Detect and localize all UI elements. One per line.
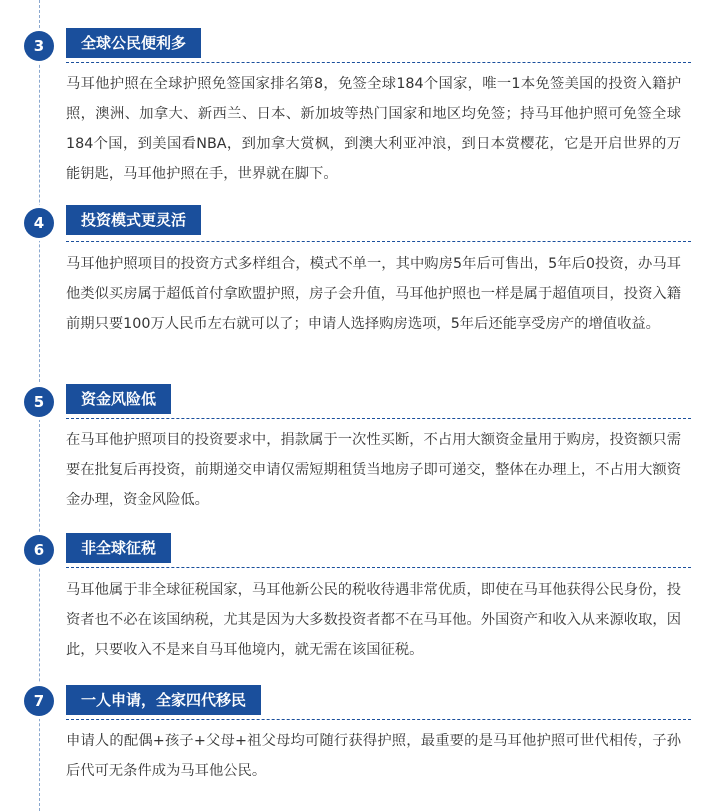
section-divider — [66, 719, 691, 720]
section-title: 投资模式更灵活 — [66, 205, 201, 235]
section-number-badge: 4 — [24, 208, 54, 238]
section-number-badge: 6 — [24, 535, 54, 565]
section-body: 在马耳他护照项目的投资要求中，捐款属于一次性买断，不占用大额资金量用于购房，投资额只需要在批复后再投资，前期递交申请仅需短期租赁当地房子即可递交，整体在办理上，不占用大额资金办理，资金风险低。 — [66, 432, 681, 508]
section-title: 资金风险低 — [66, 384, 171, 414]
section-title: 全球公民便利多 — [66, 28, 201, 58]
section-number-badge: 7 — [24, 686, 54, 716]
section-divider — [66, 418, 691, 419]
section-title: 一人申请，全家四代移民 — [66, 685, 261, 715]
section-divider — [66, 62, 691, 63]
section-number-badge: 3 — [24, 31, 54, 61]
section-number-badge: 5 — [24, 387, 54, 417]
section-body: 马耳他属于非全球征税国家，马耳他新公民的税收待遇非常优质，即使在马耳他获得公民身份，投资者也不必在该国纳税，尤其是因为大多数投资者都不在马耳他。外国资产和收入从来源收取，因此，只要收入不是来自马耳他境内，就无需在该国征税。 — [66, 582, 681, 658]
section-body: 马耳他护照项目的投资方式多样组合，模式不单一，其中购房5年后可售出，5年后0投资，办马耳他类似买房属于超低首付拿欧盟护照，房子会升值，马耳他护照也一样是属于超值项目，投资入籍前期只要100万人民币左右就可以了；申请人选择购房选项，5年后还能享受房产的增值收益。 — [66, 256, 681, 332]
section-title: 非全球征税 — [66, 533, 171, 563]
section-divider — [66, 241, 691, 242]
section-body: 马耳他护照在全球护照免签国家排名第8，免签全球184个国家，唯一1本免签美国的投资入籍护照，澳洲、加拿大、新西兰、日本、新加坡等热门国家和地区均免签；持马耳他护照可免签全球184个国，到美国看NBA，到加拿大赏枫，到澳大利亚冲浪，到日本赏樱花，它是开启世界的万能钥匙，马耳他护照在手，世界就在脚下。 — [66, 76, 681, 182]
section-divider — [66, 567, 691, 568]
section-body: 申请人的配偶+孩子+父母+祖父母均可随行获得护照，最重要的是马耳他护照可世代相传，子孙后代可无条件成为马耳他公民。 — [66, 733, 681, 779]
